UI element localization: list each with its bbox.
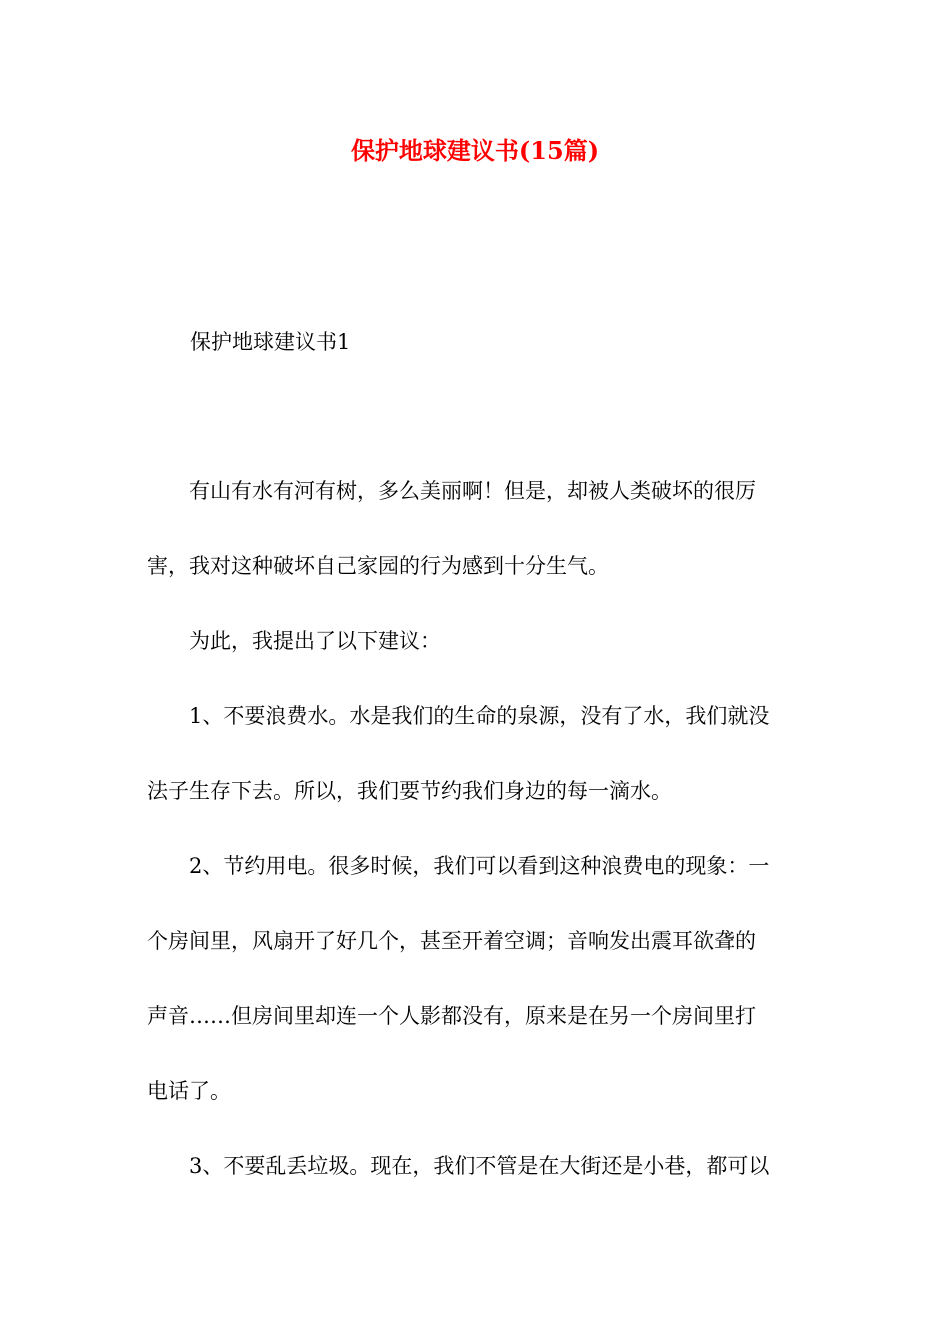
- paragraph-line: 1、不要浪费水。水是我们的生命的泉源，没有了水，我们就没: [189, 704, 770, 728]
- paragraph: [147, 848, 809, 1148]
- paragraph-line: 为此，我提出了以下建议：: [189, 629, 441, 653]
- paragraph: [147, 1148, 809, 1223]
- paragraph-line: 个房间里，风扇开了好几个，甚至开着空调；音响发出震耳欲聋的: [147, 929, 756, 953]
- paragraph: [147, 623, 809, 698]
- paragraph-line: 3、不要乱丢垃圾。现在，我们不管是在大街还是小巷，都可以: [189, 1154, 770, 1178]
- paragraph: [147, 698, 809, 848]
- paragraph-line: 电话了。: [147, 1079, 231, 1103]
- document-title: 保护地球建议书(15篇): [350, 136, 600, 165]
- paragraph-line: 害，我对这种破坏自己家园的行为感到十分生气。: [147, 554, 609, 578]
- paragraph-line: 法子生存下去。所以，我们要节约我们身边的每一滴水。: [147, 779, 672, 803]
- paragraph-line: 声音……但房间里却连一个人影都没有，原来是在另一个房间里打: [147, 1004, 756, 1028]
- section-heading: 保护地球建议书1: [190, 330, 351, 354]
- document-body: [147, 473, 809, 1223]
- paragraph-line: 2、节约用电。很多时候，我们可以看到这种浪费电的现象：一: [189, 854, 770, 878]
- paragraph: [147, 473, 809, 623]
- paragraph-line: 有山有水有河有树，多么美丽啊！但是，却被人类破坏的很厉: [189, 479, 756, 503]
